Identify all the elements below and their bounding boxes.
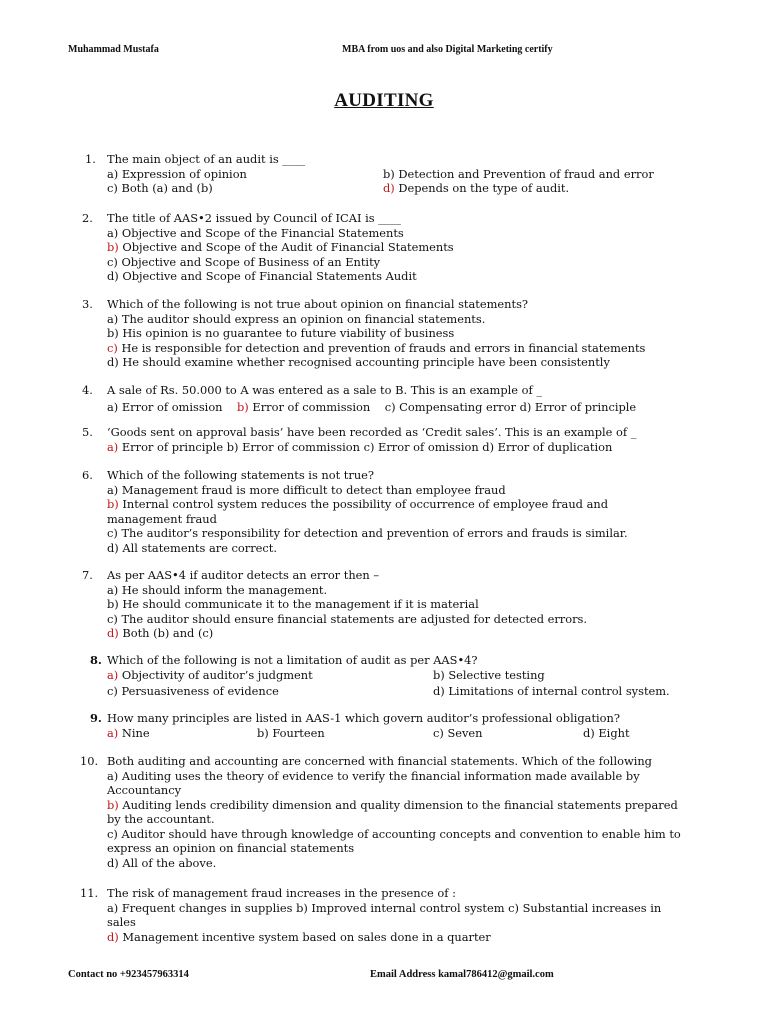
question-7 (82, 568, 702, 641)
option-b: b) Error of commission (237, 399, 385, 414)
question-stem: As per AAS•4 if auditor detects an error then – (107, 568, 380, 582)
option-d: d) Management incentive system based on sales done in a quarter (107, 929, 491, 944)
option-a: a) The auditor should express an opinion on financial statements. (107, 311, 486, 326)
option-a: a) Frequent changes in supplies (107, 900, 297, 915)
question-6 (82, 468, 702, 555)
header-credentials: MBA from uos and also Digital Marketing certify (342, 44, 553, 55)
question-number: 5. (82, 425, 93, 439)
option-b: b) Objective and Scope of the Audit of Financial Statements (107, 240, 454, 254)
question-number: 6. (82, 468, 93, 482)
option-d: d) Objective and Scope of Financial Statements Audit (107, 269, 417, 283)
question-stem: The main object of an audit is ____ (107, 152, 306, 166)
question-number: 2. (82, 211, 93, 225)
option-a: a) He should inform the management. (107, 582, 328, 597)
question-5 (82, 425, 702, 454)
option-a: a) Objectivity of auditor’s judgment (107, 667, 313, 682)
options (107, 483, 677, 556)
options (107, 312, 702, 370)
question-stem: Which of the following statements is not true? (107, 468, 375, 482)
question-number: 11. (80, 886, 99, 900)
question-stem: Both auditing and accounting are concerned with financial statements. Which of the following (107, 754, 652, 768)
option-c: c) He is responsible for detection and prevention of frauds and errors in financial statements (107, 340, 646, 355)
question-stem: The risk of management fraud increases in the presence of : (107, 886, 456, 900)
option-c: c) Auditor should have through knowledge of accounting concepts and convention to enable him to express an opinion on financial statements (107, 826, 681, 855)
option-d: d) Error of duplication (482, 439, 613, 454)
option-c: c) The auditor should ensure financial statements are adjusted for detected errors. (107, 611, 588, 626)
options (107, 226, 702, 284)
question-1 (82, 152, 702, 196)
option-a: a) Expression of opinion (107, 166, 247, 181)
options (107, 901, 667, 945)
question-3 (82, 297, 702, 370)
option-d: d) Eight (583, 725, 630, 740)
question-number: 1. (85, 152, 96, 166)
question-stem: Which of the following is not true about opinion on financial statements? (107, 297, 529, 311)
option-b: b) Detection and Prevention of fraud and error (383, 166, 654, 181)
question-stem: How many principles are listed in AAS-1 which govern auditor’s professional obligation? (107, 711, 620, 725)
option-b: b) He should communicate it to the management if it is material (107, 597, 479, 611)
option-c: c) Compensating error (384, 399, 520, 414)
option-c: c) Error of omission (363, 439, 483, 454)
option-a: a) Management fraud is more difficult to detect than employee fraud (107, 482, 506, 497)
option-b: b) Fourteen (257, 725, 325, 740)
question-stem: ‘Goods sent on approval basis’ have been recorded as ‘Credit sales’. This is an example of _ (107, 425, 637, 439)
option-b: b) Auditing lends credibility dimension and quality dimension to the financial statements prepared by the accountant. (107, 797, 678, 826)
option-b: b) Improved internal control system (296, 900, 509, 915)
question-2 (82, 211, 702, 284)
option-b: b) Error of commission (226, 439, 364, 454)
question-8 (82, 653, 702, 699)
option-a: a) Error of omission (107, 399, 238, 414)
option-c: c) Substantial increases in sales (107, 900, 662, 929)
option-d: d) Limitations of internal control system. (433, 684, 670, 698)
question-number: 4. (82, 383, 93, 397)
question-number: 3. (82, 297, 93, 311)
option-b: b) Internal control system reduces the possibility of occurrence of employee fraud and management fraud (107, 497, 608, 526)
option-c: c) The auditor’s responsibility for detection and prevention of errors and frauds is similar. (107, 526, 628, 540)
question-stem: A sale of Rs. 50.000 to A was entered as a sale to B. This is an example of _ (107, 383, 543, 397)
option-c: c) Seven (433, 725, 483, 740)
question-stem: The title of AAS•2 issued by Council of ICAI is ____ (107, 211, 401, 225)
options (107, 583, 702, 641)
options (107, 726, 702, 741)
option-d: d) Both (b) and (c) (107, 626, 214, 640)
option-c: c) Both (a) and (b) (107, 181, 213, 195)
option-a: a) Nine (107, 725, 150, 740)
option-a: a) Auditing uses the theory of evidence to verify the financial information made available by Accountancy (107, 768, 640, 797)
question-number: 9. (90, 711, 102, 725)
question-number: 10. (80, 754, 99, 768)
page-title: AUDITING (334, 90, 434, 111)
question-10 (82, 754, 702, 870)
option-d: d) He should examine whether recognised accounting principle have been consistently (107, 355, 610, 369)
question-4 (82, 383, 702, 414)
options (107, 167, 702, 196)
option-d: d) All statements are correct. (107, 540, 278, 555)
option-d: d) All of the above. (107, 855, 217, 870)
header-author-name: Muhammad Mustafa (68, 44, 159, 55)
footer-email-address: Email Address kamal786412@gmail.com (370, 969, 554, 980)
question-9 (82, 711, 702, 740)
question-number: 7. (82, 568, 93, 582)
option-b: b) Selective testing (433, 667, 545, 682)
option-a: a) Error of principle (107, 439, 227, 454)
footer-contact-number: Contact no +923457963314 (68, 969, 189, 980)
question-number: 8. (90, 653, 102, 667)
question-stem: Which of the following is not a limitation of audit as per AAS•4? (107, 653, 478, 667)
option-d: d) Depends on the type of audit. (383, 181, 570, 195)
options (107, 668, 702, 699)
options (107, 440, 702, 455)
question-11 (82, 886, 702, 944)
option-c: c) Persuasiveness of evidence (107, 684, 279, 698)
options (107, 769, 692, 871)
option-a: a) Objective and Scope of the Financial Statements (107, 225, 404, 240)
option-c: c) Objective and Scope of Business of an Entity (107, 254, 381, 269)
options (107, 400, 702, 415)
option-b: b) His opinion is no guarantee to future viability of business (107, 326, 455, 340)
option-d: d) Error of principle (519, 399, 637, 414)
